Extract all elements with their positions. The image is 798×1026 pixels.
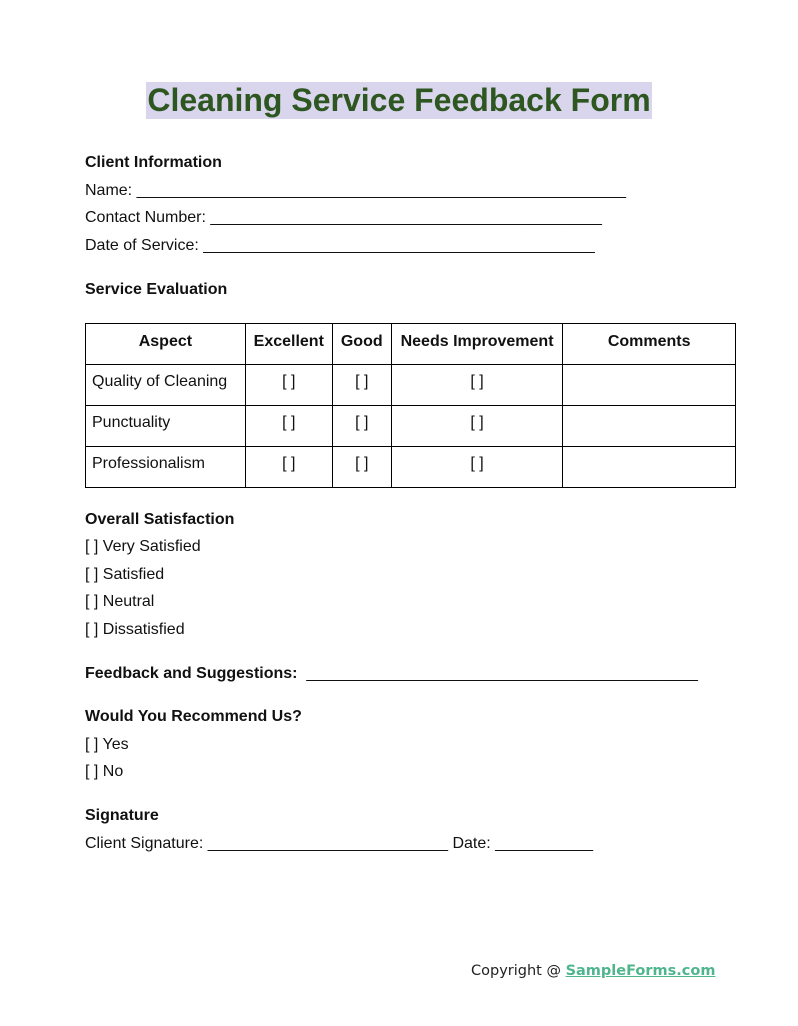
title-container xyxy=(0,82,798,119)
good-checkbox[interactable]: [ ] xyxy=(332,406,391,447)
sampleforms-link[interactable]: SampleForms.com xyxy=(565,963,716,979)
contact-number-field[interactable]: Contact Number: ____________________________________________ xyxy=(85,209,602,226)
option-neutral[interactable]: [ ] Neutral xyxy=(85,593,155,610)
page-title: Cleaning Service Feedback Form xyxy=(147,82,651,118)
signature-date-field[interactable]: Client Signature: ___________________________ Date: ___________ xyxy=(85,835,594,852)
recommend-heading: Would You Recommend Us? xyxy=(85,708,302,725)
excellent-checkbox[interactable]: [ ] xyxy=(245,406,332,447)
feedback-row xyxy=(85,664,698,684)
copyright-prefix: Copyright @ xyxy=(471,963,566,979)
client-info-heading: Client Information xyxy=(85,154,222,171)
option-very-satisfied[interactable]: [ ] Very Satisfied xyxy=(85,538,201,555)
needs-improvement-checkbox[interactable]: [ ] xyxy=(391,365,563,406)
feedback-field[interactable]: ____________________________________________ xyxy=(297,665,698,682)
copyright xyxy=(471,963,715,979)
comments-cell[interactable] xyxy=(563,406,736,447)
overall-satisfaction-heading: Overall Satisfaction xyxy=(85,511,235,528)
table-row xyxy=(86,406,736,447)
header-excellent: Excellent xyxy=(245,324,332,365)
feedback-label: Feedback and Suggestions: xyxy=(85,665,298,682)
table-row xyxy=(86,447,736,488)
option-no[interactable]: [ ] No xyxy=(85,763,124,780)
needs-improvement-checkbox[interactable]: [ ] xyxy=(391,406,563,447)
aspect-cell: Punctuality xyxy=(86,406,246,447)
name-field[interactable]: Name: _______________________________________________________ xyxy=(85,182,626,199)
excellent-checkbox[interactable]: [ ] xyxy=(245,365,332,406)
table-row xyxy=(86,365,736,406)
option-satisfied[interactable]: [ ] Satisfied xyxy=(85,566,165,583)
service-evaluation-table xyxy=(85,323,736,488)
date-of-service-field[interactable]: Date of Service: ____________________________________________ xyxy=(85,237,595,254)
excellent-checkbox[interactable]: [ ] xyxy=(245,447,332,488)
good-checkbox[interactable]: [ ] xyxy=(332,447,391,488)
header-good: Good xyxy=(332,324,391,365)
comments-cell[interactable] xyxy=(563,447,736,488)
header-aspect: Aspect xyxy=(86,324,246,365)
header-comments: Comments xyxy=(563,324,736,365)
option-yes[interactable]: [ ] Yes xyxy=(85,736,129,753)
option-dissatisfied[interactable]: [ ] Dissatisfied xyxy=(85,621,185,638)
needs-improvement-checkbox[interactable]: [ ] xyxy=(391,447,563,488)
comments-cell[interactable] xyxy=(563,365,736,406)
signature-heading: Signature xyxy=(85,807,159,824)
aspect-cell: Quality of Cleaning xyxy=(86,365,246,406)
good-checkbox[interactable]: [ ] xyxy=(332,365,391,406)
service-evaluation-heading: Service Evaluation xyxy=(85,281,228,298)
table-header-row xyxy=(86,324,736,365)
aspect-cell: Professionalism xyxy=(86,447,246,488)
header-needs-improvement: Needs Improvement xyxy=(391,324,563,365)
